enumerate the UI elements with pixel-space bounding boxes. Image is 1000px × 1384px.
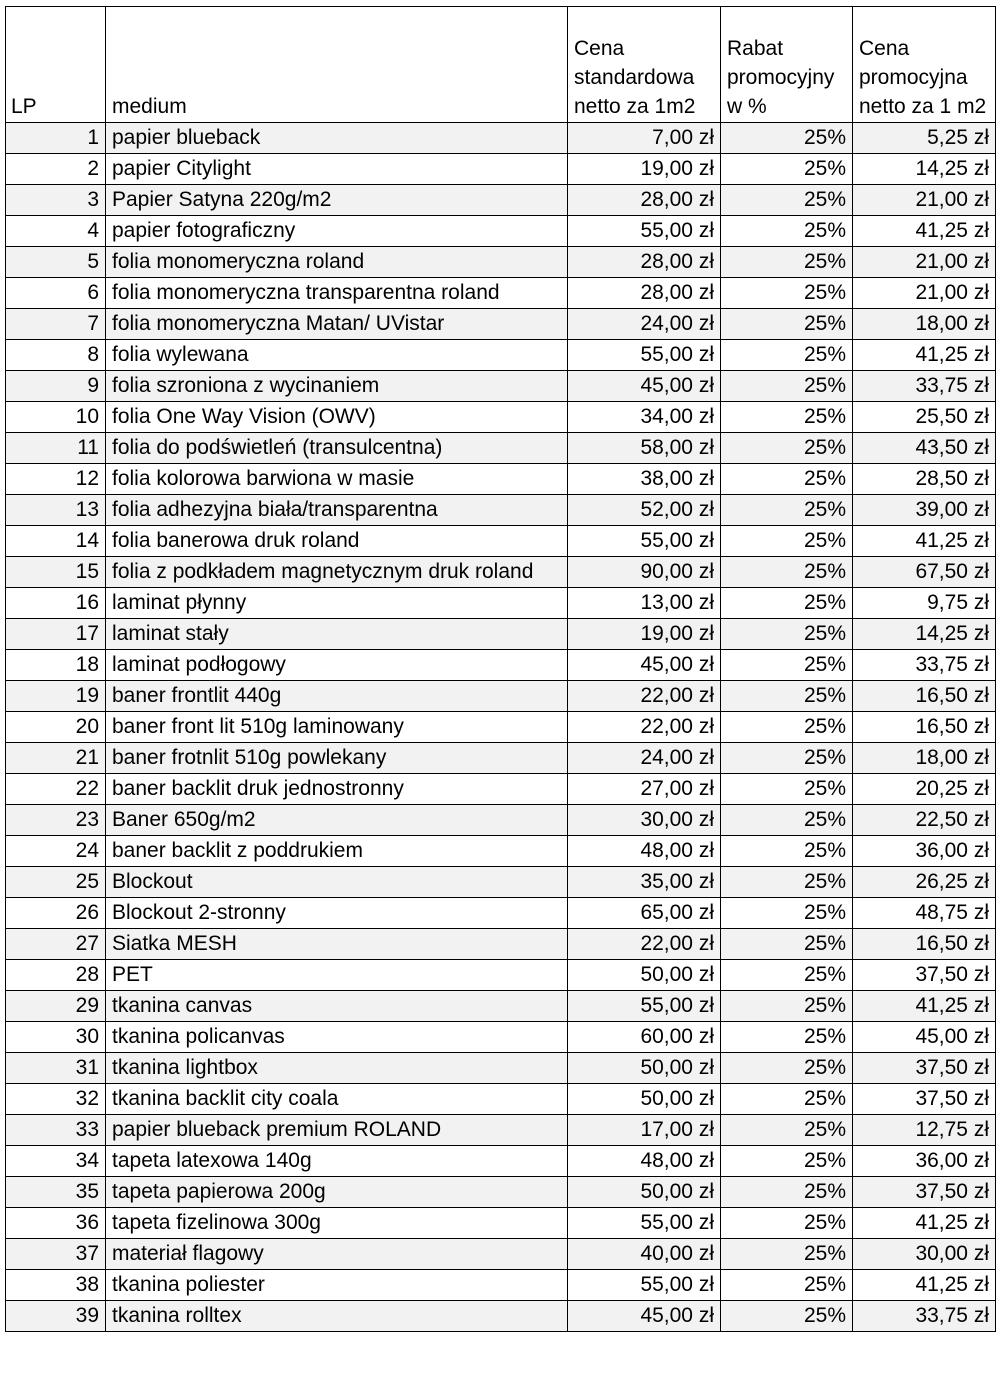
cell-lp: 22	[6, 774, 106, 805]
table-row	[6, 1177, 996, 1208]
cell-standard-price: 38,00 zł	[568, 464, 721, 495]
cell-discount: 25%	[721, 898, 853, 929]
cell-lp: 13	[6, 495, 106, 526]
cell-standard-price: 22,00 zł	[568, 929, 721, 960]
cell-lp: 16	[6, 588, 106, 619]
table-row	[6, 619, 996, 650]
table-row	[6, 836, 996, 867]
table-row	[6, 154, 996, 185]
cell-medium: baner backlit z poddrukiem	[106, 836, 568, 867]
cell-lp: 3	[6, 185, 106, 216]
table-row	[6, 867, 996, 898]
cell-standard-price: 22,00 zł	[568, 681, 721, 712]
cell-discount: 25%	[721, 464, 853, 495]
table-row	[6, 185, 996, 216]
header-medium: medium	[106, 7, 568, 123]
cell-standard-price: 40,00 zł	[568, 1239, 721, 1270]
cell-lp: 8	[6, 340, 106, 371]
cell-promo-price: 33,75 zł	[853, 650, 996, 681]
cell-standard-price: 55,00 zł	[568, 526, 721, 557]
cell-discount: 25%	[721, 1022, 853, 1053]
cell-medium: materiał flagowy	[106, 1239, 568, 1270]
cell-discount: 25%	[721, 619, 853, 650]
cell-medium: folia monomeryczna transparentna roland	[106, 278, 568, 309]
cell-promo-price: 16,50 zł	[853, 681, 996, 712]
table-row	[6, 681, 996, 712]
cell-discount: 25%	[721, 123, 853, 154]
cell-discount: 25%	[721, 805, 853, 836]
table-row	[6, 1053, 996, 1084]
table-body	[6, 123, 996, 1332]
cell-standard-price: 45,00 zł	[568, 371, 721, 402]
cell-promo-price: 43,50 zł	[853, 433, 996, 464]
cell-medium: Blockout	[106, 867, 568, 898]
cell-standard-price: 19,00 zł	[568, 154, 721, 185]
cell-lp: 28	[6, 960, 106, 991]
table-row	[6, 774, 996, 805]
cell-lp: 11	[6, 433, 106, 464]
cell-promo-price: 36,00 zł	[853, 836, 996, 867]
cell-lp: 34	[6, 1146, 106, 1177]
cell-promo-price: 41,25 zł	[853, 991, 996, 1022]
cell-discount: 25%	[721, 588, 853, 619]
cell-standard-price: 48,00 zł	[568, 1146, 721, 1177]
cell-discount: 25%	[721, 774, 853, 805]
cell-lp: 20	[6, 712, 106, 743]
cell-discount: 25%	[721, 650, 853, 681]
cell-medium: Blockout 2-stronny	[106, 898, 568, 929]
cell-medium: folia banerowa druk roland	[106, 526, 568, 557]
cell-standard-price: 24,00 zł	[568, 743, 721, 774]
cell-medium: papier blueback premium ROLAND	[106, 1115, 568, 1146]
cell-medium: tkanina backlit city coala	[106, 1084, 568, 1115]
cell-medium: folia z podkładem magnetycznym druk roland	[106, 557, 568, 588]
cell-lp: 21	[6, 743, 106, 774]
cell-promo-price: 14,25 zł	[853, 619, 996, 650]
cell-discount: 25%	[721, 402, 853, 433]
cell-standard-price: 28,00 zł	[568, 247, 721, 278]
cell-medium: baner backlit druk jednostronny	[106, 774, 568, 805]
cell-promo-price: 18,00 zł	[853, 743, 996, 774]
cell-lp: 6	[6, 278, 106, 309]
cell-standard-price: 35,00 zł	[568, 867, 721, 898]
cell-standard-price: 90,00 zł	[568, 557, 721, 588]
cell-medium: tkanina rolltex	[106, 1301, 568, 1332]
table-row	[6, 1270, 996, 1301]
cell-promo-price: 20,25 zł	[853, 774, 996, 805]
cell-promo-price: 33,75 zł	[853, 371, 996, 402]
cell-discount: 25%	[721, 1208, 853, 1239]
cell-standard-price: 48,00 zł	[568, 836, 721, 867]
table-row	[6, 340, 996, 371]
cell-promo-price: 12,75 zł	[853, 1115, 996, 1146]
table-row	[6, 1208, 996, 1239]
table-row	[6, 588, 996, 619]
cell-standard-price: 60,00 zł	[568, 1022, 721, 1053]
cell-lp: 31	[6, 1053, 106, 1084]
cell-lp: 36	[6, 1208, 106, 1239]
table-row	[6, 650, 996, 681]
cell-standard-price: 27,00 zł	[568, 774, 721, 805]
cell-promo-price: 41,25 zł	[853, 1270, 996, 1301]
cell-discount: 25%	[721, 712, 853, 743]
cell-promo-price: 21,00 zł	[853, 247, 996, 278]
table-row	[6, 495, 996, 526]
cell-medium: tkanina poliester	[106, 1270, 568, 1301]
cell-promo-price: 18,00 zł	[853, 309, 996, 340]
cell-standard-price: 55,00 zł	[568, 216, 721, 247]
cell-promo-price: 16,50 zł	[853, 712, 996, 743]
cell-promo-price: 14,25 zł	[853, 154, 996, 185]
table-row	[6, 712, 996, 743]
cell-standard-price: 45,00 zł	[568, 650, 721, 681]
cell-promo-price: 9,75 zł	[853, 588, 996, 619]
table-row	[6, 433, 996, 464]
cell-discount: 25%	[721, 1084, 853, 1115]
cell-medium: laminat płynny	[106, 588, 568, 619]
table-row	[6, 805, 996, 836]
cell-discount: 25%	[721, 1270, 853, 1301]
cell-lp: 27	[6, 929, 106, 960]
table-row	[6, 123, 996, 154]
cell-medium: laminat podłogowy	[106, 650, 568, 681]
table-row	[6, 1115, 996, 1146]
cell-medium: PET	[106, 960, 568, 991]
cell-standard-price: 55,00 zł	[568, 340, 721, 371]
table-row	[6, 216, 996, 247]
cell-discount: 25%	[721, 371, 853, 402]
cell-medium: papier Citylight	[106, 154, 568, 185]
cell-medium: tkanina canvas	[106, 991, 568, 1022]
cell-medium: papier blueback	[106, 123, 568, 154]
cell-standard-price: 28,00 zł	[568, 278, 721, 309]
cell-medium: baner frontlit 440g	[106, 681, 568, 712]
cell-promo-price: 37,50 zł	[853, 960, 996, 991]
table-row	[6, 557, 996, 588]
cell-standard-price: 28,00 zł	[568, 185, 721, 216]
cell-discount: 25%	[721, 960, 853, 991]
cell-medium: folia do podświetleń (transulcentna)	[106, 433, 568, 464]
cell-promo-price: 22,50 zł	[853, 805, 996, 836]
table-row	[6, 898, 996, 929]
cell-lp: 14	[6, 526, 106, 557]
cell-medium: tapeta papierowa 200g	[106, 1177, 568, 1208]
cell-medium: folia monomeryczna Matan/ UVistar	[106, 309, 568, 340]
cell-standard-price: 50,00 zł	[568, 1084, 721, 1115]
cell-medium: tkanina policanvas	[106, 1022, 568, 1053]
cell-lp: 1	[6, 123, 106, 154]
table-row	[6, 1084, 996, 1115]
table-row	[6, 402, 996, 433]
table-row	[6, 1022, 996, 1053]
cell-lp: 33	[6, 1115, 106, 1146]
cell-promo-price: 21,00 zł	[853, 185, 996, 216]
cell-discount: 25%	[721, 743, 853, 774]
cell-discount: 25%	[721, 1146, 853, 1177]
table-row	[6, 464, 996, 495]
cell-medium: folia monomeryczna roland	[106, 247, 568, 278]
cell-promo-price: 28,50 zł	[853, 464, 996, 495]
cell-promo-price: 30,00 zł	[853, 1239, 996, 1270]
table-row	[6, 1301, 996, 1332]
cell-discount: 25%	[721, 929, 853, 960]
cell-discount: 25%	[721, 216, 853, 247]
cell-standard-price: 55,00 zł	[568, 1270, 721, 1301]
table-row	[6, 309, 996, 340]
header-standard-price: Cena standardowa netto za 1m2	[568, 7, 721, 123]
cell-standard-price: 30,00 zł	[568, 805, 721, 836]
cell-discount: 25%	[721, 433, 853, 464]
cell-discount: 25%	[721, 185, 853, 216]
cell-medium: tapeta fizelinowa 300g	[106, 1208, 568, 1239]
cell-promo-price: 37,50 zł	[853, 1177, 996, 1208]
cell-lp: 10	[6, 402, 106, 433]
cell-standard-price: 50,00 zł	[568, 1177, 721, 1208]
cell-lp: 37	[6, 1239, 106, 1270]
cell-standard-price: 50,00 zł	[568, 1053, 721, 1084]
cell-standard-price: 17,00 zł	[568, 1115, 721, 1146]
cell-promo-price: 33,75 zł	[853, 1301, 996, 1332]
cell-medium: tkanina lightbox	[106, 1053, 568, 1084]
cell-discount: 25%	[721, 526, 853, 557]
cell-lp: 4	[6, 216, 106, 247]
cell-promo-price: 45,00 zł	[853, 1022, 996, 1053]
cell-discount: 25%	[721, 247, 853, 278]
cell-lp: 7	[6, 309, 106, 340]
cell-lp: 2	[6, 154, 106, 185]
cell-medium: laminat stały	[106, 619, 568, 650]
cell-medium: folia adhezyjna biała/transparentna	[106, 495, 568, 526]
cell-promo-price: 41,25 zł	[853, 526, 996, 557]
cell-lp: 29	[6, 991, 106, 1022]
cell-promo-price: 36,00 zł	[853, 1146, 996, 1177]
cell-medium: folia kolorowa barwiona w masie	[106, 464, 568, 495]
cell-promo-price: 26,25 zł	[853, 867, 996, 898]
cell-discount: 25%	[721, 1177, 853, 1208]
cell-promo-price: 41,25 zł	[853, 216, 996, 247]
cell-promo-price: 67,50 zł	[853, 557, 996, 588]
header-discount: Rabat promocyjny w %	[721, 7, 853, 123]
cell-lp: 35	[6, 1177, 106, 1208]
table-row	[6, 1239, 996, 1270]
table-row	[6, 960, 996, 991]
cell-standard-price: 55,00 zł	[568, 991, 721, 1022]
cell-lp: 17	[6, 619, 106, 650]
cell-promo-price: 48,75 zł	[853, 898, 996, 929]
cell-lp: 15	[6, 557, 106, 588]
cell-promo-price: 21,00 zł	[853, 278, 996, 309]
cell-medium: folia szroniona z wycinaniem	[106, 371, 568, 402]
cell-medium: papier fotograficzny	[106, 216, 568, 247]
cell-standard-price: 52,00 zł	[568, 495, 721, 526]
cell-discount: 25%	[721, 1301, 853, 1332]
cell-discount: 25%	[721, 836, 853, 867]
cell-discount: 25%	[721, 991, 853, 1022]
cell-medium: tapeta latexowa 140g	[106, 1146, 568, 1177]
cell-lp: 24	[6, 836, 106, 867]
cell-standard-price: 19,00 zł	[568, 619, 721, 650]
cell-lp: 5	[6, 247, 106, 278]
cell-lp: 26	[6, 898, 106, 929]
cell-promo-price: 16,50 zł	[853, 929, 996, 960]
cell-discount: 25%	[721, 154, 853, 185]
cell-medium: Papier Satyna 220g/m2	[106, 185, 568, 216]
cell-standard-price: 34,00 zł	[568, 402, 721, 433]
cell-standard-price: 65,00 zł	[568, 898, 721, 929]
cell-lp: 38	[6, 1270, 106, 1301]
cell-discount: 25%	[721, 1053, 853, 1084]
cell-standard-price: 24,00 zł	[568, 309, 721, 340]
cell-lp: 18	[6, 650, 106, 681]
table-row	[6, 1146, 996, 1177]
table-row	[6, 371, 996, 402]
cell-lp: 23	[6, 805, 106, 836]
cell-standard-price: 22,00 zł	[568, 712, 721, 743]
price-table	[5, 6, 996, 1332]
cell-standard-price: 50,00 zł	[568, 960, 721, 991]
cell-discount: 25%	[721, 1239, 853, 1270]
cell-lp: 32	[6, 1084, 106, 1115]
cell-standard-price: 45,00 zł	[568, 1301, 721, 1332]
cell-medium: Baner 650g/m2	[106, 805, 568, 836]
cell-medium: Siatka MESH	[106, 929, 568, 960]
cell-medium: folia One Way Vision (OWV)	[106, 402, 568, 433]
cell-medium: baner frotnlit 510g powlekany	[106, 743, 568, 774]
table-row	[6, 526, 996, 557]
cell-discount: 25%	[721, 681, 853, 712]
cell-discount: 25%	[721, 1115, 853, 1146]
cell-lp: 30	[6, 1022, 106, 1053]
cell-discount: 25%	[721, 278, 853, 309]
table-row	[6, 743, 996, 774]
cell-promo-price: 37,50 zł	[853, 1053, 996, 1084]
table-row	[6, 991, 996, 1022]
cell-promo-price: 5,25 zł	[853, 123, 996, 154]
cell-lp: 9	[6, 371, 106, 402]
cell-medium: folia wylewana	[106, 340, 568, 371]
cell-lp: 12	[6, 464, 106, 495]
cell-discount: 25%	[721, 557, 853, 588]
header-lp: LP	[6, 7, 106, 123]
cell-promo-price: 41,25 zł	[853, 340, 996, 371]
cell-promo-price: 39,00 zł	[853, 495, 996, 526]
cell-promo-price: 37,50 zł	[853, 1084, 996, 1115]
cell-discount: 25%	[721, 340, 853, 371]
cell-discount: 25%	[721, 309, 853, 340]
cell-discount: 25%	[721, 495, 853, 526]
cell-lp: 19	[6, 681, 106, 712]
cell-standard-price: 55,00 zł	[568, 1208, 721, 1239]
cell-lp: 25	[6, 867, 106, 898]
cell-promo-price: 25,50 zł	[853, 402, 996, 433]
table-row	[6, 929, 996, 960]
cell-standard-price: 58,00 zł	[568, 433, 721, 464]
table-row	[6, 247, 996, 278]
cell-standard-price: 7,00 zł	[568, 123, 721, 154]
cell-lp: 39	[6, 1301, 106, 1332]
header-promo-price: Cena promocyjna netto za 1 m2	[853, 7, 996, 123]
cell-discount: 25%	[721, 867, 853, 898]
cell-promo-price: 41,25 zł	[853, 1208, 996, 1239]
cell-standard-price: 13,00 zł	[568, 588, 721, 619]
table-row	[6, 278, 996, 309]
header-row	[6, 7, 996, 123]
cell-medium: baner front lit 510g laminowany	[106, 712, 568, 743]
